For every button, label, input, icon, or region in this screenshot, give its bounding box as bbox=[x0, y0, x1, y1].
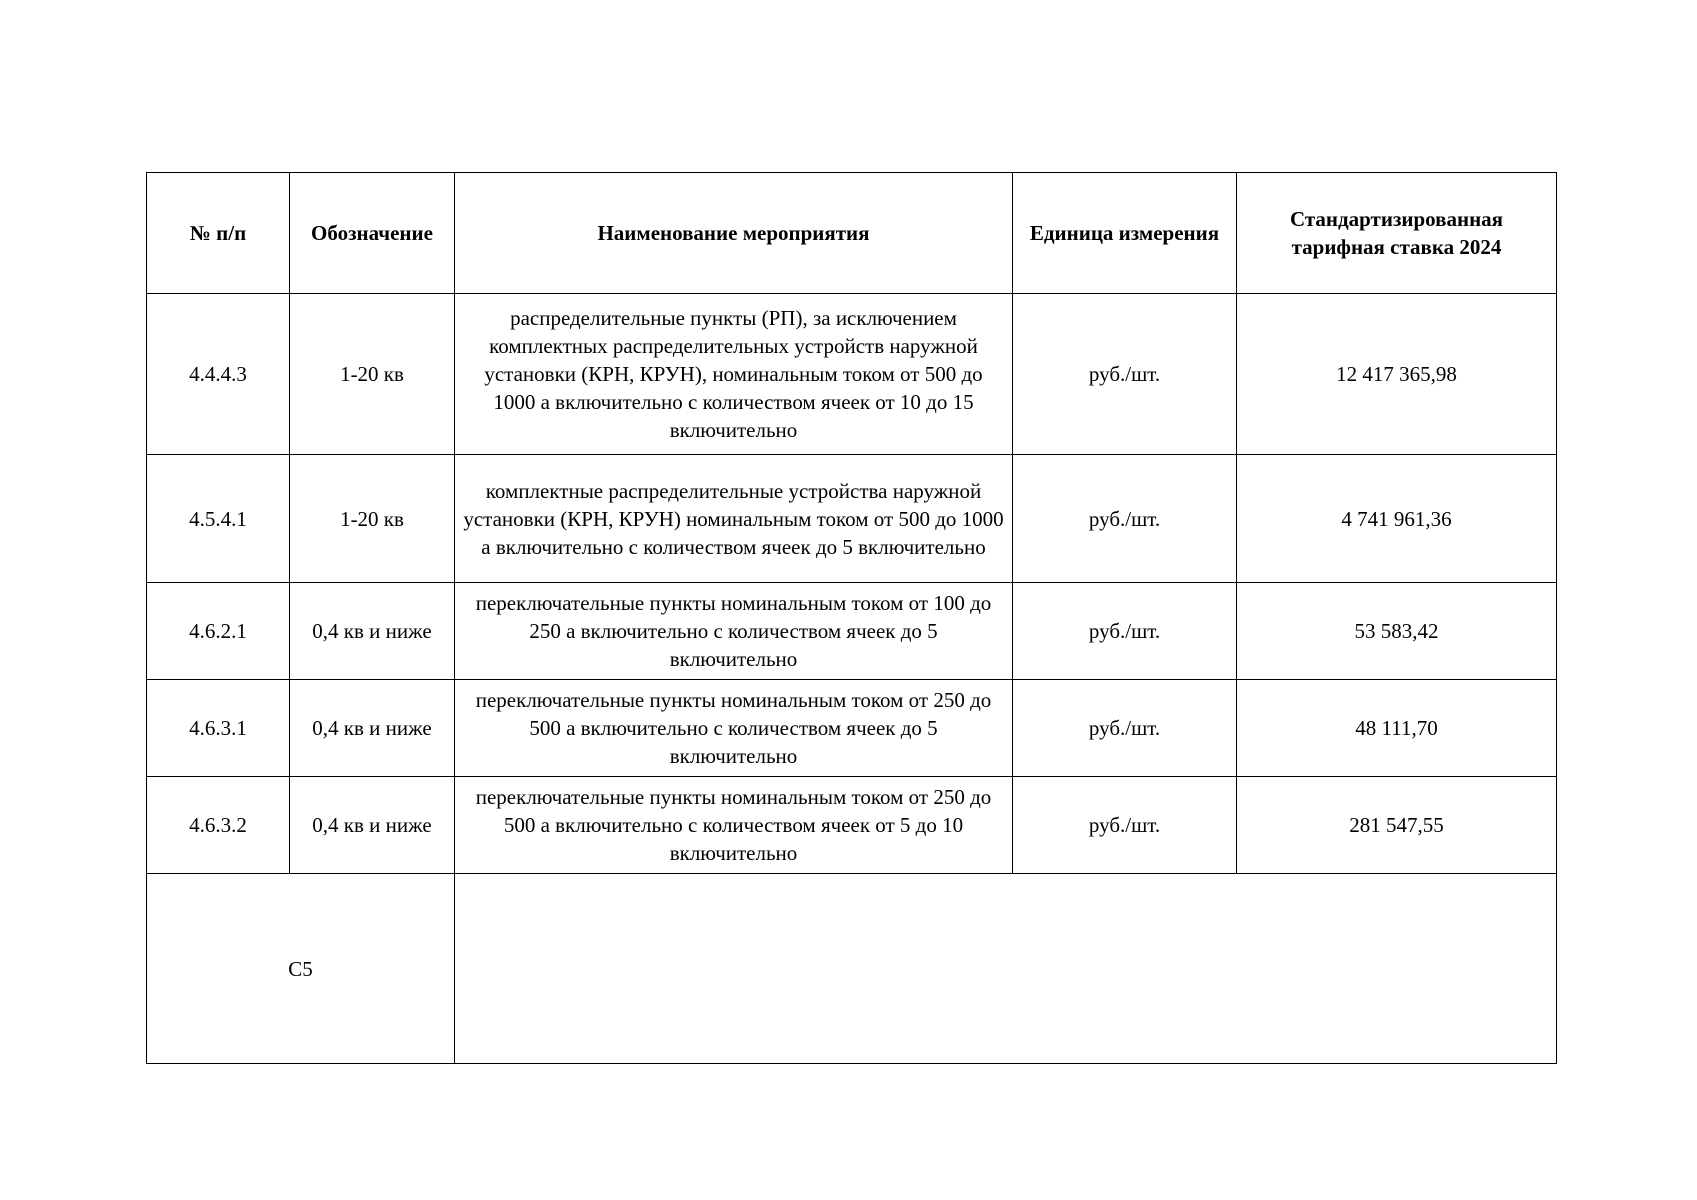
tariff-rates-table bbox=[146, 172, 1557, 1064]
table-row bbox=[147, 777, 1557, 874]
row-unit: руб./шт. bbox=[1013, 680, 1237, 777]
table-body bbox=[147, 294, 1557, 1064]
row-tariff-rate: 48 111,70 bbox=[1237, 680, 1557, 777]
row-measure-name: переключательные пункты номинальным током от 250 до 500 а включительно с количеством ячеек от 5 до 10 включительно bbox=[455, 777, 1013, 874]
table-header bbox=[147, 173, 1557, 294]
row-designation: 1-20 кв bbox=[290, 294, 455, 455]
table-row bbox=[147, 583, 1557, 680]
row-tariff-rate: 12 417 365,98 bbox=[1237, 294, 1557, 455]
row-measure-name: распределительные пункты (РП), за исключением комплектных распределительных устройств наружной установки (КРН, КРУН), номинальным током от 500 до 1000 а включительно с количеством ячеек от 10 до 15 включительно bbox=[455, 294, 1013, 455]
row-tariff-rate: 53 583,42 bbox=[1237, 583, 1557, 680]
row-unit: руб./шт. bbox=[1013, 777, 1237, 874]
row-unit: руб./шт. bbox=[1013, 294, 1237, 455]
row-designation: 0,4 кв и ниже bbox=[290, 583, 455, 680]
row-designation: 0,4 кв и ниже bbox=[290, 680, 455, 777]
row-number: 4.6.3.2 bbox=[147, 777, 290, 874]
row-number: 4.6.3.1 bbox=[147, 680, 290, 777]
row-measure-name: переключательные пункты номинальным током от 250 до 500 а включительно с количеством ячеек до 5 включительно bbox=[455, 680, 1013, 777]
header-designation: Обозначение bbox=[290, 173, 455, 294]
row-unit: руб./шт. bbox=[1013, 583, 1237, 680]
row-designation: 1-20 кв bbox=[290, 455, 455, 583]
header-unit: Единица измерения bbox=[1013, 173, 1237, 294]
table-row bbox=[147, 455, 1557, 583]
table-row bbox=[147, 680, 1557, 777]
row-tariff-rate: 4 741 961,36 bbox=[1237, 455, 1557, 583]
row-tariff-rate: 281 547,55 bbox=[1237, 777, 1557, 874]
row-unit: руб./шт. bbox=[1013, 455, 1237, 583]
table-footer-row bbox=[147, 874, 1557, 1064]
row-number: 4.6.2.1 bbox=[147, 583, 290, 680]
row-measure-name: переключательные пункты номинальным током от 100 до 250 а включительно с количеством ячеек до 5 включительно bbox=[455, 583, 1013, 680]
row-number: 4.4.4.3 bbox=[147, 294, 290, 455]
header-row bbox=[147, 173, 1557, 294]
header-tariff-rate: Стандартизированная тарифная ставка 2024 bbox=[1237, 173, 1557, 294]
footer-section-code: С5 bbox=[147, 874, 455, 1064]
row-number: 4.5.4.1 bbox=[147, 455, 290, 583]
header-measure-name: Наименование мероприятия bbox=[455, 173, 1013, 294]
row-designation: 0,4 кв и ниже bbox=[290, 777, 455, 874]
footer-content-cell bbox=[455, 874, 1557, 1064]
table-row bbox=[147, 294, 1557, 455]
header-number: № п/п bbox=[147, 173, 290, 294]
row-measure-name: комплектные распределительные устройства наружной установки (КРН, КРУН) номинальным током от 500 до 1000 а включительно с количеством ячеек до 5 включительно bbox=[455, 455, 1013, 583]
